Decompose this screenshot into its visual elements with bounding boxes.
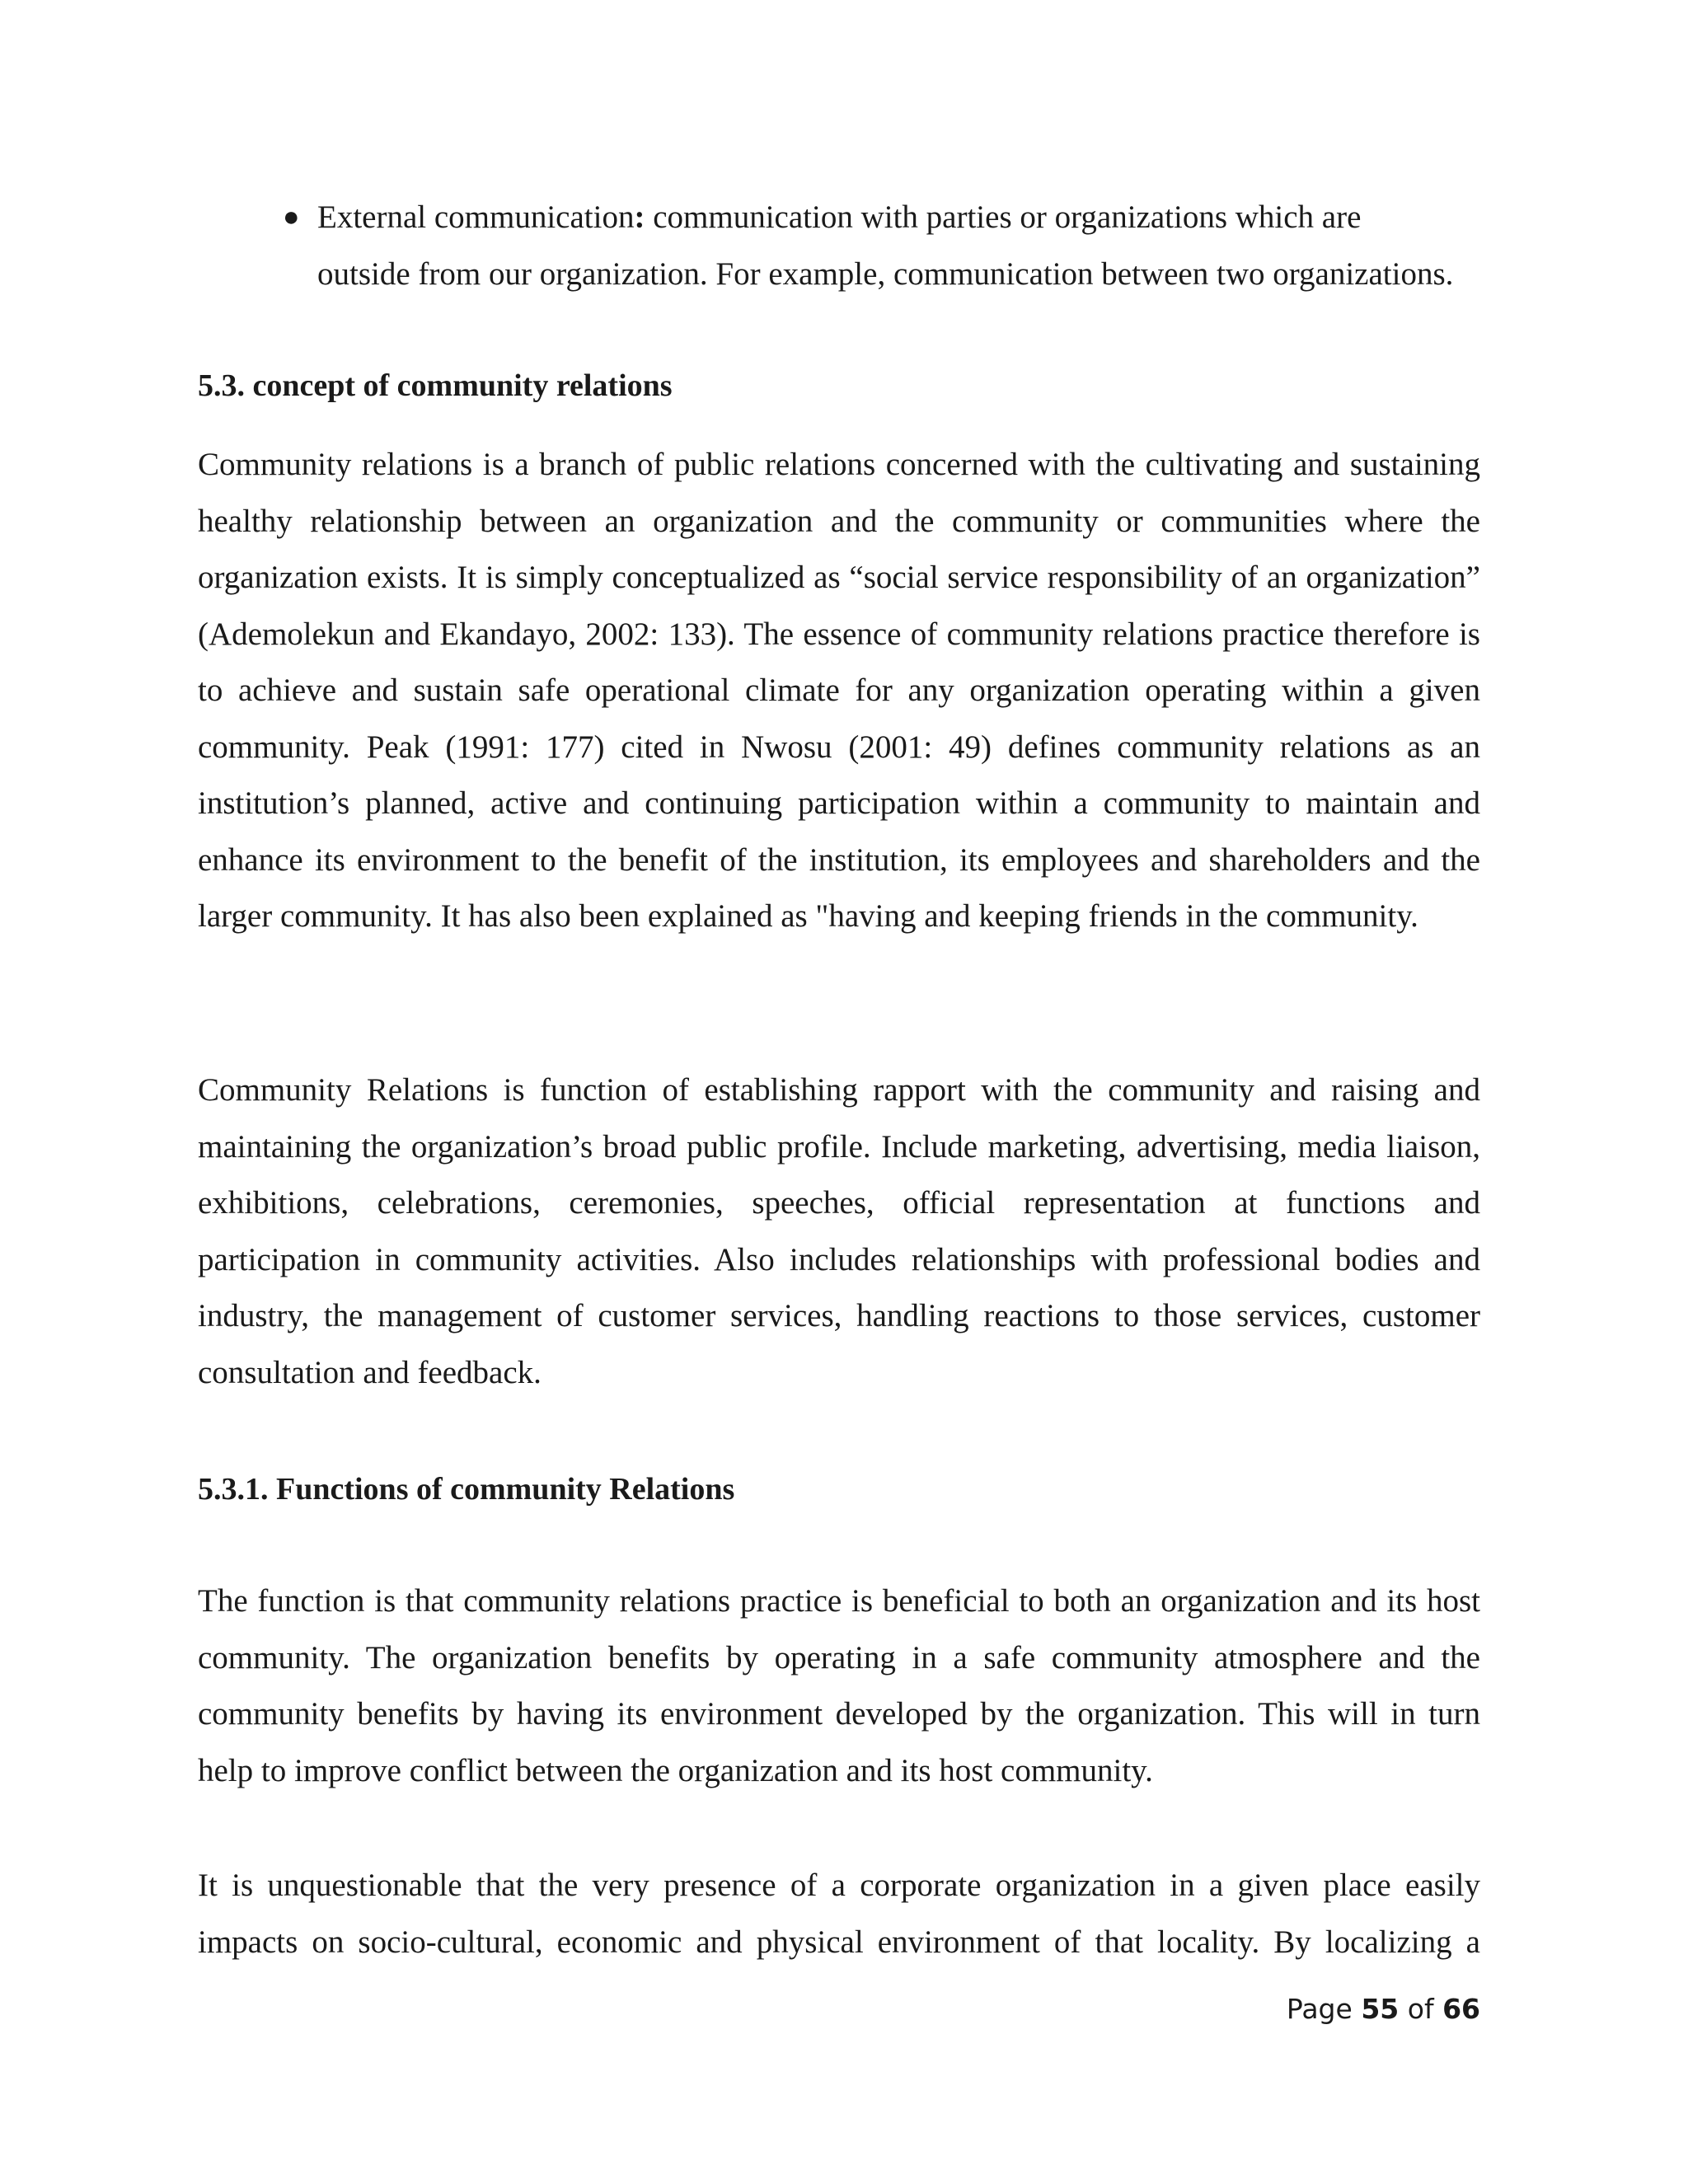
paragraph-3: The function is that community relations practice is beneficial to both an organization and its host community. The organization benefits by operating in a safe community atmosphere and the community benefits by having its environment developed by the organization. This will in turn help to improve conflict between the organization and its host community. [198,1583,1480,1788]
page-number-footer [1287,1989,1480,2030]
subsection-heading: 5.3.1. Functions of community Relations [198,1472,735,1507]
page-label: Page [1286,1993,1353,2025]
of-label: of [1407,1993,1434,2025]
paragraph-2: Community Relations is function of establishing rapport with the community and raising and maintaining the organization’s broad public profile. Include marketing, advertising, media liaison, exhibitions, celebrations, ceremonies, speeches, official representation at functions and participation in community activities. Also includes relationships with professional bodies and industry, the management of customer services, handling reactions to those services, customer consultation and feedback. [198,1072,1480,1390]
bullet-icon: ● [283,202,300,232]
total-page-count: 66 [1442,1993,1480,2025]
section-heading: 5.3. concept of community relations [198,368,673,403]
bullet-colon: : [634,199,645,235]
paragraph-1: Community relations is a branch of public relations concerned with the cultivating and sustaining healthy relationship between an organization and the community or communities where the organization exists. It is simply conceptualized as “social service responsibility of an organization” (Ademolekun and Ekandayo, 2002: 133). The essence of community relations practice therefore is to achieve and sustain safe operational climate for any organization operating within a given community. Peak (1991: 177) cited in Nwosu (2001: 49) defines community relations as an institution’s planned, active and continuing participation within a community to maintain and enhance its environment to the benefit of the institution, its employees and shareholders and the larger community. It has also been explained as "having and keeping friends in the community. [198,447,1480,934]
bullet-list-item [283,190,1455,302]
current-page-number: 55 [1361,1993,1400,2025]
paragraph-4: It is unquestionable that the very presence of a corporate organization in a given place easily impacts on socio-cultural, economic and physical environment of that locality. By localizing a [198,1868,1480,1960]
bullet-term: External communication [317,199,635,235]
bullet-text: communication with parties or organizations which are outside from our organization. For example, communication between two organizations. [317,199,1454,292]
